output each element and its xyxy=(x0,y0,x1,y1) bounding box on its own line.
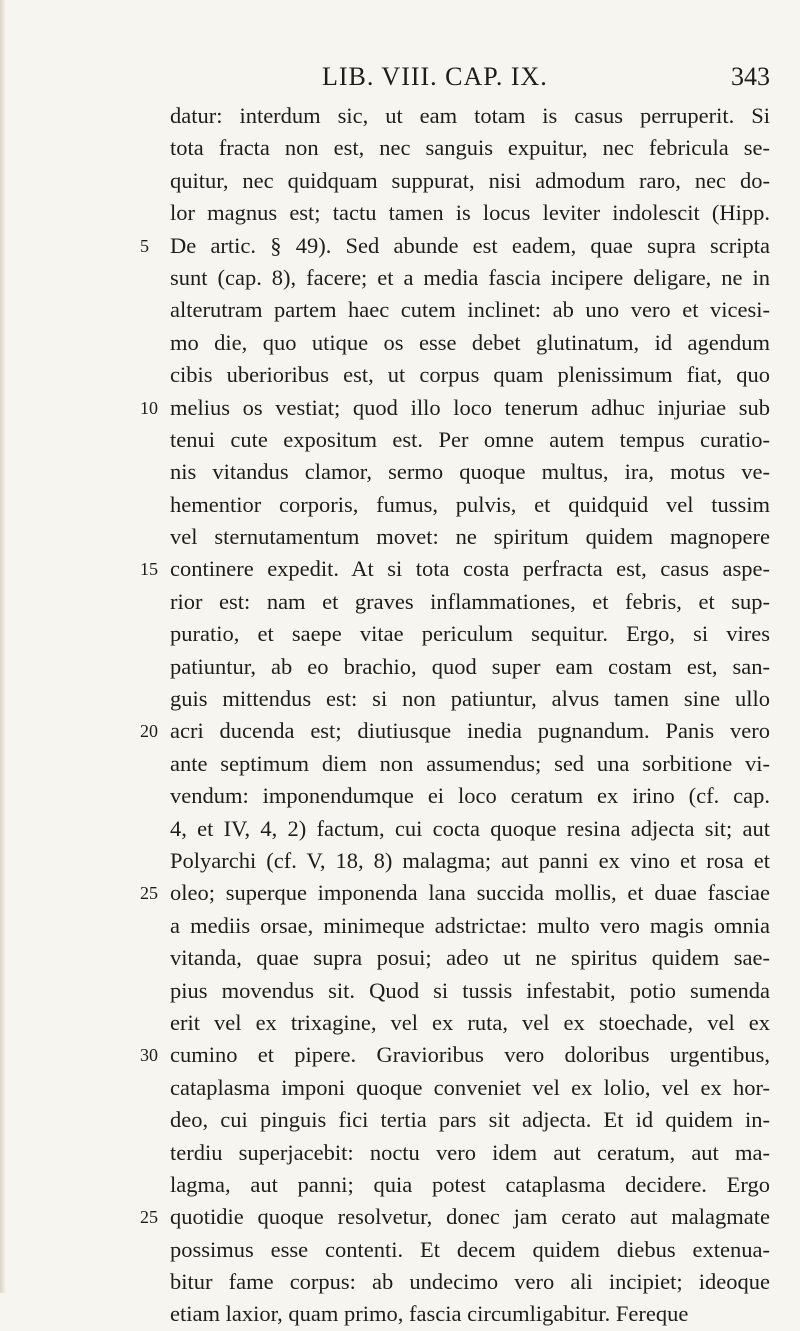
line-text: quotidie quoque resolvetur, donec jam cerato aut malagmate xyxy=(170,1204,770,1230)
line-text: vendum: imponendumque ei loco ceratum ex irino (cf. cap. xyxy=(170,783,770,809)
line-text: a mediis orsae, minimeque adstrictae: multo vero magis omnia xyxy=(170,912,770,938)
text-line xyxy=(170,942,770,974)
page-gutter-edge xyxy=(0,0,6,1293)
text-line xyxy=(170,165,770,197)
text-line xyxy=(170,100,770,132)
text-line xyxy=(170,359,770,391)
text-line xyxy=(170,1137,770,1169)
text-line xyxy=(170,262,770,294)
line-text: 4, et IV, 4, 2) factum, cui cocta quoque resina adjecta sit; aut xyxy=(170,815,770,841)
line-text: mo die, quo utique os esse debet glutinatum, id agendum xyxy=(170,329,770,355)
line-text: oleo; superque imponenda lana succida mollis, et duae fasciae xyxy=(170,880,770,906)
text-line xyxy=(170,424,770,456)
line-number: 30 xyxy=(140,1045,158,1066)
line-text: puratio, et saepe vitae periculum sequitur. Ergo, si vires xyxy=(170,621,770,647)
text-line xyxy=(170,683,770,715)
text-line xyxy=(170,1104,770,1136)
text-line xyxy=(170,1169,770,1201)
body-text xyxy=(140,100,770,1331)
line-text: terdiu superjacebit: noctu vero idem aut ceratum, aut ma- xyxy=(170,1139,770,1165)
line-number: 25 xyxy=(140,883,158,904)
line-text: erit vel ex trixagine, vel ex ruta, vel ex stoechade, vel ex xyxy=(170,1009,770,1035)
line-text: tota fracta non est, nec sanguis expuitur, nec febricula se- xyxy=(170,135,770,161)
line-number: 25 xyxy=(140,1207,158,1228)
text-line xyxy=(140,1039,770,1071)
text-line xyxy=(140,715,770,747)
line-number: 5 xyxy=(140,235,149,256)
line-text: possimus esse contenti. Et decem quidem diebus extenua- xyxy=(170,1236,770,1262)
text-line xyxy=(170,1234,770,1266)
running-title: LIB. VIII. CAP. IX. xyxy=(322,62,548,91)
text-line xyxy=(140,553,770,585)
line-text: patiuntur, ab eo brachio, quod super eam costam est, san- xyxy=(170,653,770,679)
line-text: etiam laxior, quam primo, fascia circumligabitur. Fereque xyxy=(170,1301,689,1327)
text-line xyxy=(140,877,770,909)
line-text: lagma, aut panni; quia potest cataplasma decidere. Ergo xyxy=(170,1171,770,1197)
line-text: lor magnus est; tactu tamen is locus leviter indolescit (Hipp. xyxy=(170,200,770,226)
page-number: 343 xyxy=(731,62,770,91)
line-text: datur: interdum sic, ut eam totam is casus perruperit. Si xyxy=(170,103,770,128)
text-line xyxy=(140,230,770,262)
line-text: vel sternutamentum movet: ne spiritum quidem magnopere xyxy=(170,524,770,550)
text-line xyxy=(170,294,770,326)
text-line xyxy=(170,748,770,780)
line-text: guis mittendus est: si non patiuntur, alvus tamen sine ullo xyxy=(170,686,770,712)
text-line xyxy=(170,521,770,553)
line-number: 10 xyxy=(140,397,158,418)
text-line xyxy=(170,910,770,942)
line-text: acri ducenda est; diutiusque inedia pugnandum. Panis vero xyxy=(170,718,770,744)
line-text: pius movendus sit. Quod si tussis infestabit, potio sumenda xyxy=(170,977,770,1003)
text-line xyxy=(170,197,770,229)
text-line xyxy=(170,845,770,877)
text-line xyxy=(170,1298,770,1330)
line-text: De artic. § 49). Sed abunde est eadem, quae supra scripta xyxy=(170,232,770,258)
text-line xyxy=(170,618,770,650)
running-head xyxy=(140,62,770,102)
line-number: 20 xyxy=(140,721,158,742)
text-line xyxy=(170,586,770,618)
line-text: bitur fame corpus: ab undecimo vero ali incipiet; ideoque xyxy=(170,1269,770,1295)
text-line xyxy=(170,780,770,812)
line-text: cumino et pipere. Gravioribus vero doloribus urgentibus, xyxy=(170,1042,770,1068)
line-text: Polyarchi (cf. V, 18, 8) malagma; aut panni ex vino et rosa et xyxy=(170,847,770,873)
line-text: hementior corporis, fumus, pulvis, et quidquid vel tussim xyxy=(170,491,770,517)
line-text: nis vitandus clamor, sermo quoque multus, ira, motus ve- xyxy=(170,459,770,485)
text-line xyxy=(170,132,770,164)
line-text: tenui cute expositum est. Per omne autem tempus curatio- xyxy=(170,426,770,452)
text-line xyxy=(170,651,770,683)
line-text: ante septimum diem non assumendus; sed una sorbitione vi- xyxy=(170,750,770,776)
line-text: alterutram partem haec cutem inclinet: ab uno vero et vicesi- xyxy=(170,297,770,323)
text-line xyxy=(170,975,770,1007)
line-number: 15 xyxy=(140,559,158,580)
line-text: deo, cui pinguis fici tertia pars sit adjecta. Et id quidem in- xyxy=(170,1107,770,1133)
text-line xyxy=(140,392,770,424)
line-text: cataplasma imponi quoque conveniet vel ex lolio, vel ex hor- xyxy=(170,1074,770,1100)
line-text: cibis uberioribus est, ut corpus quam plenissimum fiat, quo xyxy=(170,362,770,388)
text-line xyxy=(140,1201,770,1233)
text-line xyxy=(170,327,770,359)
line-text: rior est: nam et graves inflammationes, et febris, et sup- xyxy=(170,588,770,614)
text-line xyxy=(170,813,770,845)
line-text: sunt (cap. 8), facere; et a media fascia incipere deligare, ne in xyxy=(170,264,770,290)
text-line xyxy=(170,1007,770,1039)
line-text: melius os vestiat; quod illo loco tenerum adhuc injuriae sub xyxy=(170,394,770,420)
text-line xyxy=(170,489,770,521)
line-text: continere expedit. At si tota costa perfracta est, casus aspe- xyxy=(170,556,770,582)
text-line xyxy=(170,456,770,488)
text-line xyxy=(170,1266,770,1298)
line-text: vitanda, quae supra posui; adeo ut ne spiritus quidem sae- xyxy=(170,945,770,971)
text-line xyxy=(170,1072,770,1104)
line-text: quitur, nec quidquam suppurat, nisi admodum raro, nec do- xyxy=(170,167,770,193)
